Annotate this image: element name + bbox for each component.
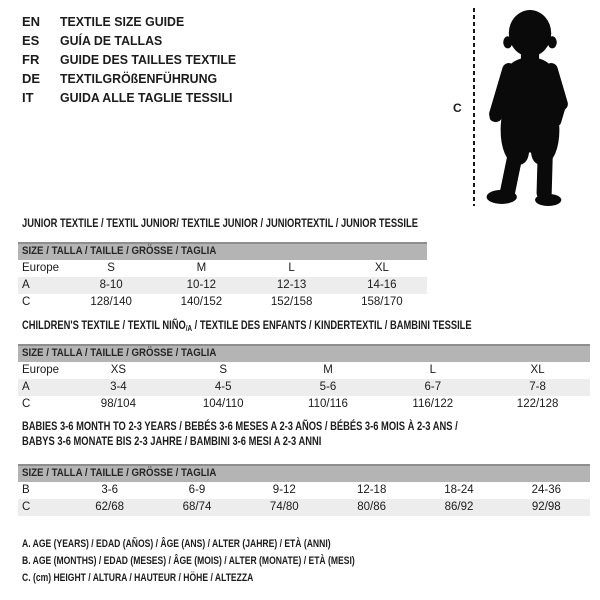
height-cell: 110/116	[308, 398, 348, 410]
lang-row-es	[22, 31, 245, 50]
row-label: C	[22, 398, 31, 410]
lang-label: GUIDE DES TAILLES TEXTILE	[60, 52, 237, 67]
row-label: A	[22, 381, 30, 393]
babies-table-header-bar	[18, 464, 590, 482]
junior-table-header-bar	[18, 242, 427, 260]
children-title-sub: /A	[185, 324, 193, 333]
table-row-europe	[18, 260, 427, 277]
height-cell: 104/110	[202, 398, 244, 410]
table-row-height-cm	[18, 499, 590, 516]
table-row-height-cm	[18, 396, 590, 413]
age-cell: 6-9	[188, 484, 206, 496]
row-label: A	[22, 279, 30, 291]
height-cell: 92/98	[531, 501, 561, 513]
height-cell: 140/152	[180, 296, 223, 308]
table-row-height-cm	[18, 294, 427, 311]
age-cell: 3-6	[101, 484, 118, 496]
size-cell: M	[196, 262, 207, 274]
age-cell: 3-4	[110, 381, 127, 393]
age-cell: 7-8	[529, 381, 546, 393]
children-table-header-bar	[18, 344, 590, 362]
measurement-legend	[22, 536, 449, 587]
lang-code: DE	[22, 71, 41, 86]
junior-section-title	[22, 216, 530, 230]
table-row-age-years	[18, 379, 590, 396]
lang-code: IT	[22, 90, 34, 105]
children-size-table	[18, 344, 590, 413]
legend-line-c	[22, 570, 449, 587]
age-cell: 10-12	[186, 279, 217, 291]
legend-c-text: C. (cm) HEIGHT / ALTURA / HAUTEUR / HÖHE / ALTEZZA	[22, 572, 254, 584]
height-cell: 128/140	[90, 296, 132, 308]
babies-section-title	[22, 419, 581, 448]
lang-code: ES	[22, 33, 40, 48]
row-label: B	[22, 484, 30, 496]
age-cell: 18-24	[444, 484, 474, 496]
table-row-age-years	[18, 277, 427, 294]
size-cell: L	[429, 364, 436, 376]
row-label: Europe	[22, 364, 60, 376]
height-cell: 116/122	[412, 398, 454, 410]
height-measure-label: C	[453, 101, 462, 115]
height-cell: 122/128	[516, 398, 559, 410]
junior-title-text: JUNIOR TEXTILE / TEXTIL JUNIOR/ TEXTILE JUNIOR / JUNIORTEXTIL / JUNIOR TESSILE	[22, 216, 418, 230]
size-cell: XL	[530, 364, 545, 376]
height-cell: 68/74	[182, 501, 212, 513]
lang-row-it	[22, 88, 245, 107]
age-cell: 4-5	[214, 381, 232, 393]
babies-size-table	[18, 464, 590, 516]
size-cell: S	[219, 364, 228, 376]
children-title-text	[22, 318, 472, 333]
age-cell: 12-18	[356, 484, 387, 496]
size-header-label: SIZE / TALLA / TAILLE / GRÖSSE / TAGLIA	[22, 347, 217, 359]
age-cell: 6-7	[424, 381, 442, 393]
lang-label: TEXTILE SIZE GUIDE	[60, 14, 185, 29]
size-cell: M	[323, 364, 333, 376]
language-list	[22, 12, 245, 107]
table-row-age-months	[18, 482, 590, 499]
babies-title-line1: BABIES 3-6 MONTH TO 2-3 YEARS / BEBÉS 3-6 MESES A 2-3 AÑOS / BÉBÉS 3-6 MOIS À 2-3 ANS /	[22, 419, 458, 433]
age-cell: 24-36	[531, 484, 562, 496]
age-cell: 5-6	[319, 381, 337, 393]
lang-code: FR	[22, 52, 40, 67]
height-cell: 152/158	[270, 296, 313, 308]
size-cell: S	[107, 262, 115, 274]
lang-row-fr	[22, 50, 245, 69]
age-cell: 8-10	[99, 279, 123, 291]
legend-b-text: B. AGE (MONTHS) / EDAD (MESES) / ÂGE (MOIS) / ALTER (MONATE) / ETÀ (MESI)	[22, 555, 355, 567]
junior-size-table	[18, 242, 427, 311]
size-cell: XS	[110, 364, 127, 376]
row-label: Europe	[22, 262, 60, 274]
height-cell: 62/68	[95, 501, 125, 513]
lang-row-en	[22, 12, 245, 31]
size-cell: L	[288, 262, 295, 274]
size-header-label: SIZE / TALLA / TAILLE / GRÖSSE / TAGLIA	[22, 245, 217, 257]
age-cell: 14-16	[367, 279, 397, 291]
row-label: C	[22, 296, 31, 308]
baby-silhouette-icon	[484, 5, 576, 207]
height-cell: 80/86	[357, 501, 387, 513]
legend-a-text: A. AGE (YEARS) / EDAD (AÑOS) / ÂGE (ANS) / ALTER (JAHRE) / ETÀ (ANNI)	[22, 538, 331, 550]
legend-line-a	[22, 536, 449, 553]
babies-title-line2: BABYS 3-6 MONATE BIS 2-3 JAHRE / BAMBINI 3-6 MESI A 2-3 ANNI	[22, 433, 322, 448]
height-cell: 74/80	[269, 501, 299, 513]
age-cell: 9-12	[272, 484, 296, 496]
height-cell: 86/92	[444, 501, 474, 513]
size-header-label: SIZE / TALLA / TAILLE / GRÖSSE / TAGLIA	[22, 467, 217, 479]
legend-line-b	[22, 553, 449, 570]
children-title-pre: CHILDREN'S TEXTILE / TEXTIL NIÑO	[22, 318, 186, 332]
height-cell: 98/104	[100, 398, 136, 410]
lang-label: TEXTILGRÖßENFÜHRUNG	[60, 71, 218, 86]
lang-code: EN	[22, 14, 41, 29]
lang-row-de	[22, 69, 245, 88]
height-cell: 158/170	[361, 296, 403, 308]
lang-label: GUIDA ALLE TAGLIE TESSILI	[60, 90, 233, 105]
children-section-title	[22, 318, 598, 333]
size-cell: XL	[374, 262, 389, 274]
height-measure-dashed-line	[473, 8, 475, 206]
lang-label: GUÍA DE TALLAS	[60, 33, 163, 48]
row-label: C	[22, 501, 31, 513]
children-title-post: / TEXTILE DES ENFANTS / KINDERTEXTIL / BAMBINI TESSILE	[192, 318, 472, 332]
table-row-europe	[18, 362, 590, 379]
age-cell: 12-13	[276, 279, 307, 291]
